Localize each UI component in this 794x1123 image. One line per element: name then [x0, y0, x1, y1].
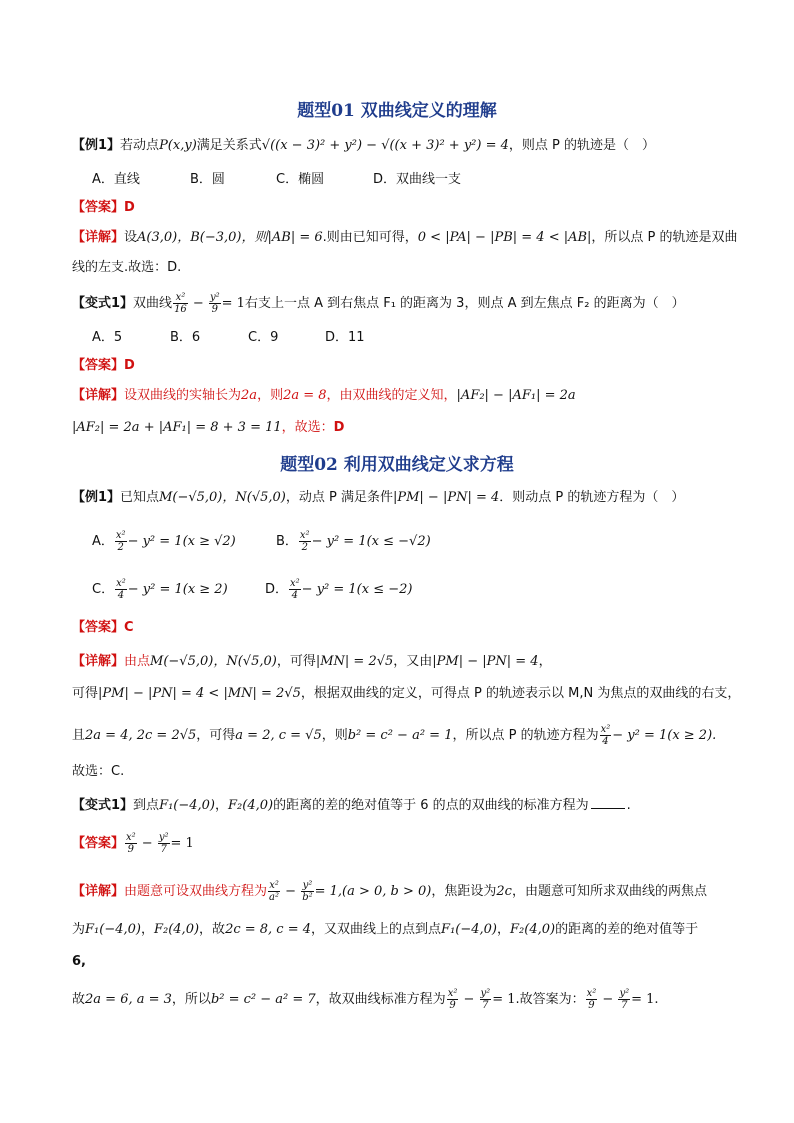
- math-expr: 2c = 8, c = 4: [225, 922, 312, 937]
- answer-label: 【答案】: [72, 836, 125, 851]
- detail-text: ，根据双曲线的定义，可得点 P 的轨迹表示以 M,N 为焦点的双曲线的右支，: [300, 686, 741, 701]
- math-expr: |AF₂| = 2a + |AF₁| = 8 + 3 = 11: [72, 420, 282, 435]
- fraction: [586, 988, 598, 1011]
- detail-text: ，: [538, 654, 552, 669]
- denominator: 4: [117, 590, 125, 601]
- numerator: y²: [158, 832, 169, 843]
- answer-blank: [591, 808, 625, 809]
- fraction: [209, 292, 221, 315]
- denominator: 7: [482, 1000, 489, 1011]
- option-label: B．: [276, 534, 298, 549]
- option-label: A．: [92, 534, 114, 549]
- detail-text: ，又由: [393, 654, 433, 669]
- math-expr: F₁(−4,0): [85, 922, 141, 937]
- math-expr: − y² = 1(x ≤ −√2): [311, 534, 431, 549]
- math-point: P(x,y): [159, 138, 197, 153]
- detail-text: 设双曲线的实轴长为: [124, 388, 242, 403]
- stem-text: ．则动点 P 的轨迹方程为（ ）: [499, 490, 685, 505]
- math-expr: 2a = 6, a = 3: [85, 992, 172, 1007]
- stem-text: 若动点: [120, 138, 160, 153]
- option-a: A．直线: [92, 172, 140, 187]
- fraction: [125, 832, 137, 855]
- stem-text: .: [626, 798, 631, 813]
- stem-text: 的距离的差的绝对值等于 6 的点的双曲线的标准方程为: [273, 798, 589, 813]
- detail-text: ，: [497, 922, 511, 937]
- answer-label: 【答案】: [72, 358, 125, 373]
- detail-text: ，则: [321, 728, 348, 743]
- stem-text: ，则点 P 的轨迹是（ ）: [508, 138, 655, 153]
- stem-text: ，: [215, 798, 229, 813]
- detail-text: ，故选：: [281, 420, 334, 435]
- math-equation: √((x − 3)² + y²) − √((x + 3)² + y²) = 4: [261, 138, 509, 153]
- numerator: x²: [269, 880, 279, 891]
- option-b: [276, 530, 431, 553]
- math-expr: 2a: [241, 388, 258, 403]
- detail-text: 由题意可设双曲线方程为: [124, 884, 268, 899]
- numerator: x²: [447, 988, 458, 999]
- detail-line: [72, 652, 552, 672]
- math-expr: F₂(4,0): [153, 922, 200, 937]
- example1-stem: [72, 136, 655, 156]
- fraction: [447, 988, 459, 1011]
- stem-text: 双曲线: [133, 296, 173, 311]
- denominator: 4: [602, 736, 609, 747]
- detail-line: [72, 684, 740, 704]
- detail-text: ，由双曲线的定义知，: [326, 388, 457, 403]
- math-expr: = 1: [170, 836, 194, 851]
- detail-line: [72, 920, 698, 940]
- fraction: [173, 292, 188, 315]
- detail-text: ，又双曲线上的点到点: [311, 922, 442, 937]
- math-expr: F₂(4,0): [228, 798, 274, 813]
- section-title-1: 题型01 双曲线定义的理解: [297, 101, 497, 121]
- numerator: y²: [619, 988, 630, 999]
- detail-label: 【详解】: [72, 388, 125, 403]
- numerator: x²: [126, 832, 136, 843]
- detail-text: ，焦距设为: [431, 884, 497, 899]
- math-expr: A(3,0)，B(−3,0)，则|AB| = 6: [137, 230, 323, 245]
- math-expr: − y² = 1(x ≥ 2): [127, 582, 228, 597]
- math-expr: F₁(−4,0): [441, 922, 497, 937]
- detail-text: .故答案为：: [515, 992, 585, 1007]
- math-expr: 2c: [496, 884, 512, 899]
- answer-value: C: [124, 620, 134, 635]
- option-label: C．: [92, 582, 115, 597]
- math-expr: = 1.: [631, 992, 659, 1007]
- detail-line: [72, 724, 716, 747]
- stem-text: 满足关系式: [196, 138, 262, 153]
- example1-stem: [72, 488, 684, 508]
- math-expr: − y² = 1(x ≥ 2).: [612, 728, 717, 743]
- stem-text: ，动点 P 满足条件: [285, 490, 393, 505]
- detail-text: 且: [72, 728, 86, 743]
- numerator: x²: [173, 292, 188, 304]
- detail-text: ，则: [257, 388, 284, 403]
- denominator: 2: [301, 542, 308, 553]
- math-expr: |AF₂| − |AF₁| = 2a: [456, 388, 576, 403]
- answer-line: [72, 198, 135, 218]
- fraction: [268, 880, 280, 903]
- denominator: b²: [302, 892, 313, 903]
- denominator: 4: [291, 590, 299, 601]
- detail-text: ，由题意可知所求双曲线的两焦点: [511, 884, 707, 899]
- math-expr: − y² = 1(x ≥ √2): [127, 534, 236, 549]
- numerator: y²: [209, 292, 220, 303]
- option-c: C．9: [248, 330, 279, 345]
- detail-text: ，故双曲线标准方程为: [315, 992, 446, 1007]
- detail-text: ，: [140, 922, 154, 937]
- denominator: 9: [449, 1000, 456, 1011]
- math-expr: a = 2, c = √5: [235, 728, 322, 743]
- fraction: [115, 578, 127, 601]
- fraction: [289, 578, 301, 601]
- math-expr: 2a = 4, 2c = 2√5: [85, 728, 197, 743]
- option-d: D．11: [325, 330, 365, 345]
- denominator: 9: [588, 1000, 595, 1011]
- denominator: 9: [127, 844, 135, 855]
- detail-text: ，可得: [276, 654, 316, 669]
- denominator: 16: [174, 304, 187, 315]
- numerator: x²: [115, 530, 126, 541]
- math-expr: 0 < |PA| − |PB| = 4 < |AB|: [417, 230, 592, 245]
- variant1-stem: 【变式1】双曲线 $\frac{\text{x²}}{16}$ − $\frac{\text{y²}}{9}$ = 1右支上一点 A 到右焦点 F₁ 的距离为 3，则点 A 到左焦点 F₂ 的距离为（ ）: [72, 292, 685, 315]
- math-expr: |PM| − |PN| = 4 < |MN| = 2√5: [98, 686, 301, 701]
- numerator: x²: [600, 724, 611, 735]
- fraction: [158, 832, 170, 855]
- detail-label: 【详解】: [72, 230, 125, 245]
- math-expr: − y² = 1(x ≤ −2): [301, 582, 413, 597]
- detail-line: 线的左支.故选：D.: [72, 260, 182, 275]
- option-label: D．: [265, 582, 289, 597]
- answer-value: D: [124, 200, 135, 215]
- option-c: C．椭圆: [276, 172, 325, 187]
- detail-text: 设: [124, 230, 138, 245]
- math-expr: M(−√5,0)，N(√5,0): [159, 490, 286, 505]
- option-d: [265, 578, 412, 601]
- detail-text: ，故: [199, 922, 226, 937]
- fraction: [480, 988, 492, 1011]
- math-expr: |PM| − |PN| = 4: [432, 654, 539, 669]
- math-expr: |PM| − |PN| = 4: [392, 490, 500, 505]
- detail-text: 由点: [124, 654, 151, 669]
- denominator: a²: [269, 892, 280, 903]
- detail-text: 的距离的差的绝对值等于: [555, 922, 699, 937]
- numerator: y²: [302, 880, 313, 891]
- detail-label: 【详解】: [72, 654, 125, 669]
- example-label: 【例1】: [72, 138, 121, 153]
- fraction: [301, 880, 313, 903]
- numerator: y²: [480, 988, 491, 999]
- detail-line: [72, 386, 576, 406]
- answer-value: D: [124, 358, 135, 373]
- math-expr: = 1: [492, 992, 516, 1007]
- denominator: 7: [160, 844, 167, 855]
- stem-text: 已知点: [120, 490, 160, 505]
- section-title-2: 题型02 利用双曲线定义求方程: [280, 455, 514, 475]
- option-d: D．双曲线一支: [373, 172, 462, 187]
- detail-line: 【详解】由题意可设双曲线方程为 $\frac{\text{x²}}{\text{a²}}$ − $\frac{\text{y²}}{\text{b²}}$ = 1,(a > 0, b > 0)，焦距设为2c，由题意可知所求双曲线的两焦点: [72, 880, 707, 903]
- math-expr: F₂(4,0): [510, 922, 556, 937]
- option-a: A．5: [92, 330, 123, 345]
- answer-value: D: [333, 420, 345, 435]
- numerator: x²: [299, 530, 310, 541]
- detail-text: .则由已知可得，: [322, 230, 418, 245]
- math-expr: = 1,(a > 0, b > 0): [314, 884, 432, 899]
- detail-line: 故2a = 6, a = 3，所以b² = c² − a² = 7，故双曲线标准方程为 $\frac{\text{x²}}{9}$ − $\frac{\text{y²}}{7}$ = 1.故答案为： $\frac{\text{x²}}{9}$ − $\frac{\text{y²}}{7}$ = 1.: [72, 988, 659, 1011]
- math-expr: = 1: [221, 296, 245, 311]
- denominator: 7: [621, 1000, 628, 1011]
- answer-line: [72, 618, 134, 638]
- option-b: B．圆: [190, 172, 225, 187]
- fraction: [618, 988, 630, 1011]
- numerator: x²: [116, 578, 126, 589]
- stem-text: 到点: [133, 798, 160, 813]
- math-expr: 2a = 8: [283, 388, 327, 403]
- detail-line: 故选：C.: [72, 764, 125, 779]
- detail-text: ，可得: [196, 728, 236, 743]
- variant-label: 【变式1】: [72, 798, 134, 813]
- example-label: 【例1】: [72, 490, 121, 505]
- denominator: 9: [211, 304, 218, 315]
- detail-line: [72, 418, 344, 438]
- detail-text: 故: [72, 992, 86, 1007]
- fraction: [299, 530, 311, 553]
- denominator: 2: [117, 542, 124, 553]
- answer-line: 【答案】 $\frac{\text{x²}}{9}$ − $\frac{\text{y²}}{7}$ = 1: [72, 832, 194, 855]
- math-expr: |MN| = 2√5: [315, 654, 394, 669]
- numerator: x²: [290, 578, 300, 589]
- detail-text: ，所以点 P 的轨迹方程为: [452, 728, 599, 743]
- answer-label: 【答案】: [72, 620, 125, 635]
- answer-label: 【答案】: [72, 200, 125, 215]
- detail-line: [72, 228, 738, 248]
- stem-text: 右支上一点 A 到右焦点 F₁ 的距离为 3，则点 A 到左焦点 F₂ 的距离为（ ）: [244, 296, 685, 311]
- option-b: B．6: [170, 330, 201, 345]
- fraction: [115, 530, 127, 553]
- variant-label: 【变式1】: [72, 296, 134, 311]
- detail-label: 【详解】: [72, 884, 125, 899]
- variant1-stem: [72, 796, 631, 816]
- math-expr: F₁(−4,0): [159, 798, 216, 813]
- numerator: x²: [586, 988, 597, 999]
- math-expr: b² = c² − a² = 7: [210, 992, 316, 1007]
- option-a: [92, 530, 236, 553]
- detail-line: 6,: [72, 954, 86, 969]
- answer-line: [72, 356, 135, 376]
- fraction: [600, 724, 612, 747]
- math-expr: M(−√5,0)，N(√5,0): [150, 654, 277, 669]
- math-expr: b² = c² − a² = 1: [347, 728, 453, 743]
- detail-text: 可得: [72, 686, 99, 701]
- detail-text: 为: [72, 922, 86, 937]
- option-c: [92, 578, 228, 601]
- detail-text: ，所以: [171, 992, 211, 1007]
- detail-text: ，所以点 P 的轨迹是双曲: [591, 230, 738, 245]
